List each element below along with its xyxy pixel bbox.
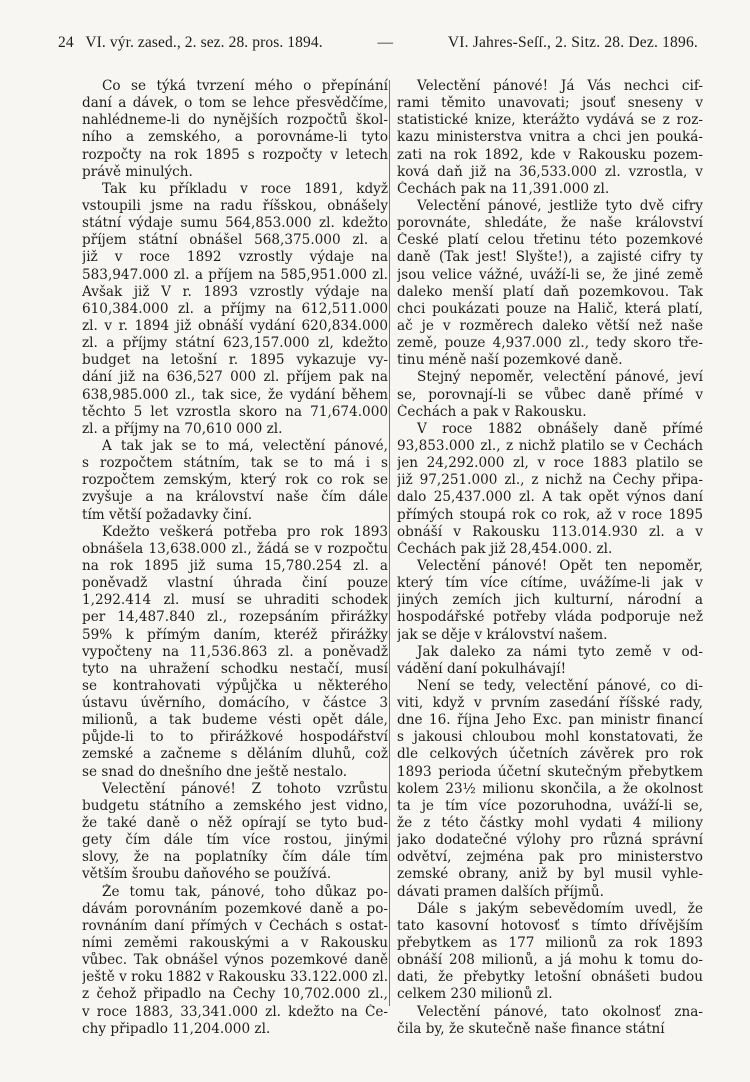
header-left	[58, 34, 323, 52]
text-line: rovnáním daní přímých v Čechách s ostat-	[82, 917, 388, 934]
text-line: půjde-li to to přirážkové hospodářství	[82, 729, 388, 746]
text-line: budget na letošní r. 1895 vykazuje vy-	[82, 352, 388, 369]
german-session-title: VI. Jahres-Seſſ., 2. Sitz. 28. Dez. 1896.	[447, 34, 698, 51]
text-line: zl. a příjmy státní 623,157.000 zl, kdežto	[82, 335, 388, 352]
text-line: dle celkových účetních závěrek pro rok	[397, 746, 703, 763]
text-line: tinu méně naší pozemkové daně.	[397, 352, 623, 369]
text-line: dati, že přebytky letošní obnášeti budou	[397, 969, 703, 986]
page-number: 24	[58, 34, 74, 51]
header-dash: —	[377, 34, 394, 51]
text-line: ního a zemského, a porovnáme-li tyto	[82, 129, 388, 146]
text-line: 610,384.000 zl. a příjmy na 612,511.000	[82, 300, 388, 317]
text-line: vůbec. Tak obnášel výnos pozemkové daně	[82, 952, 388, 969]
text-line: ta je tím více pozoruhodna, uváží-li se,	[397, 797, 703, 814]
text-line: přebytkem as 177 milionů za rok 1893	[397, 935, 703, 952]
text-line: na rok 1895 již suma 15,780.254 zl. a	[82, 557, 388, 574]
text-line: z čehož připadlo na Čechy 10,702.000 zl.,	[82, 986, 388, 1003]
text-line: budgetu státního a zemského jest vidno,	[82, 797, 388, 814]
text-line: vstoupili jsme na radu říšskou, obnášely	[82, 197, 388, 214]
text-line: chy připadlo 11,204.000 zl.	[82, 1020, 271, 1037]
text-line: viti, když v prvním zasedání říšské rady,	[397, 695, 703, 712]
text-line: ústavu úvěrního, domácího, v částce 3	[82, 695, 388, 712]
text-line: se snad do dnešního dne ještě nestalo.	[82, 763, 348, 780]
paragraph	[82, 781, 388, 884]
paragraph	[397, 678, 703, 901]
text-line: Kdežto veškerá potřeba pro rok 1893	[102, 523, 388, 540]
text-line: zl. v r. 1894 již obnáší vydání 620,834.000	[82, 317, 388, 334]
text-line: V roce 1882 obnášely daně přímé	[417, 420, 703, 437]
text-line: Avšak již V r. 1893 vzrostly výdaje na	[82, 283, 388, 300]
text-line: Velectění pánové! Z tohoto vzrůstu	[102, 780, 388, 797]
text-line: jen 24,292.000 zl, v roce 1883 platilo se	[397, 455, 703, 472]
text-line: zl. a příjmy na 70,610 000 zl.	[82, 420, 283, 437]
text-line: těchto 5 let vzrostla skoro na 71,674.000	[82, 403, 388, 420]
text-line: Čechách a pak v Rakousku.	[397, 403, 587, 420]
text-line: vádění daní pokulhávají!	[397, 660, 567, 677]
text-line: zati na rok 1892, kde v Rakousku pozem-	[397, 146, 703, 163]
paragraph	[82, 884, 388, 1038]
text-line: slovy, že na poplatníky čím dále tím	[82, 849, 388, 866]
text-line: kazu ministerstva vnitra a chci jen pouká-	[397, 129, 703, 146]
text-line: ková daň již na 36,533.000 zl. vzrostla, v	[397, 163, 703, 180]
text-line: právě minulých.	[82, 163, 193, 180]
text-line: dne 16. října Jeho Exc. pan ministr financí	[397, 712, 703, 729]
text-line: jak se děje v království našem.	[397, 626, 608, 643]
text-line: ač je v rozměrech daleko větší než naše	[397, 317, 703, 334]
paragraph	[397, 558, 703, 644]
text-line: rozpočtem zemským, který rok co rok se	[82, 472, 388, 489]
text-line: čila by, že skutečně naše finance státní	[397, 1020, 665, 1037]
text-line: jsou velice vážné, uváží-li se, že jiné země	[397, 266, 703, 283]
text-line: státní výdaje sumu 564,853.000 zl. kdežto	[82, 215, 388, 232]
text-line: hospodářské potřeby vláda podporuje než	[397, 609, 703, 626]
text-line: Čechách pak již 28,454.000. zl.	[397, 540, 613, 557]
text-line: per 14,487.840 zl., rozepsáním přirážky	[82, 609, 388, 626]
text-line: Velectění pánové, jestliže tyto dvě cifry	[417, 197, 703, 214]
paragraph	[397, 78, 703, 198]
paragraph	[82, 524, 388, 781]
paragraph	[82, 78, 388, 181]
text-line: vypočteny na 11,536.863 zl. a poněvadž	[82, 643, 388, 660]
text-line: ještě v roku 1882 v Rakousku 33.122.000 zl.	[82, 969, 388, 986]
text-line: Co se týká tvrzení mého o přepínání	[102, 78, 388, 94]
text-line: již v roce 1892 vzrostly výdaje na	[82, 249, 388, 266]
text-line: dalo 25,437.000 zl. A tak opět výnos daní	[397, 489, 703, 506]
text-line: nahlédneme-li do nynějších rozpočtů škol-	[82, 112, 388, 129]
text-line: obnáší 208 milionů, a já mohu k tomu do-	[397, 952, 703, 969]
text-line: dávati pramen dalších příjmů.	[397, 883, 604, 900]
text-line: zvyšuje a na království naše čím dále	[82, 489, 388, 506]
text-line: Velectění pánové! Opět ten nepoměr,	[417, 557, 703, 574]
text-line: rami těmito unavovati; jsouť sneseny v	[397, 95, 703, 112]
text-line: 93,853.000 zl., z nichž platilo se v Čechách	[397, 437, 703, 454]
text-line: tím větší požadavky činí.	[82, 506, 253, 523]
paragraph	[397, 901, 703, 1004]
text-line: obnáší v Rakousku 113.014.930 zl. a v	[397, 523, 703, 540]
text-line: se kontrahovati výpůjčka u některého	[82, 677, 388, 694]
text-line: přímých stoupá rok co rok, až v roce 1895	[397, 506, 703, 523]
text-line: daně (Tak jest! Slyšte!), a zajisté cifry ty	[397, 249, 703, 266]
text-line: daleko menší platí daň pozemkovou. Tak	[397, 283, 703, 300]
text-line: tato kasovní hotovosť s tímto dřívějším	[397, 917, 703, 934]
text-line: statistické knize, kterážto vydává se z roz-	[397, 112, 703, 129]
text-line: Tak ku příkladu v roce 1891, když	[102, 180, 388, 197]
text-line: Není se tedy, velectění pánové, co di-	[417, 677, 703, 694]
text-line: země, pouze 4,937.000 zl., tedy skoro tře-	[397, 335, 703, 352]
text-line: Dále s jakým sebevědomím uvedl, že	[417, 900, 703, 917]
text-line: zemské a začneme s děláním dluhů, což	[82, 746, 388, 763]
text-line: jiných zemích jich kulturní, národní a	[397, 592, 703, 609]
text-line: s jakousi chloubou mohl konstatovati, že	[397, 729, 703, 746]
text-line: již 97,251.000 zl., z nichž na Čechy připa-	[397, 472, 703, 489]
text-line: kolem 23½ milionu skončila, a že okolnost	[397, 780, 703, 797]
text-line: celkem 230 milionů zl.	[397, 986, 553, 1003]
text-line: chci poukázati pouze na Halič, která platí,	[397, 300, 703, 317]
text-line: 1893 perioda účetní skutečným přebytkem	[397, 763, 703, 780]
paragraph	[397, 421, 703, 558]
column-divider	[389, 80, 390, 1006]
text-line: Velectění pánové, tato okolnosť zna-	[417, 1003, 703, 1020]
paragraph	[82, 438, 388, 524]
paragraph	[82, 181, 388, 438]
text-line: ními zeměmi rakouskými a v Rakousku	[82, 935, 388, 952]
text-line: rozpočty na rok 1895 s rozpočty v letech	[82, 146, 388, 163]
text-line: Velectění pánové! Já Vás nechci cif-	[417, 78, 703, 94]
text-line: porovnáte, shledáte, že naše království	[397, 215, 703, 232]
text-line: 583,947.000 zl. a příjem na 585,951.000 zl.	[82, 266, 388, 283]
text-line: větším šroubu daňového se používá.	[82, 866, 332, 883]
text-line: který tím více cítíme, uvážíme-li jak v	[397, 575, 703, 592]
text-line: jako dodatečné výlohy pro různá správní	[397, 832, 703, 849]
text-line: dání již na 636,527 000 zl. příjem pak na	[82, 369, 388, 386]
text-line: A tak jak se to má, velectění pánové,	[102, 437, 388, 454]
text-line: zemské obrany, aniž by byl musil vyhle-	[397, 866, 703, 883]
text-line: Čechách pak na 11,391.000 zl.	[397, 180, 610, 197]
paragraph	[397, 1004, 703, 1038]
text-line: daní a dávek, o tom se lehce přesvědčíme,	[82, 95, 388, 112]
left-column	[82, 78, 388, 1038]
text-line: že z této částky mohl vydati 4 miliony	[397, 815, 703, 832]
text-line: 59% k přímým daním, kteréž přirážky	[82, 626, 388, 643]
paragraph	[397, 198, 703, 369]
text-line: Jak daleko za námi tyto země v od-	[417, 643, 703, 660]
paragraph	[397, 644, 703, 678]
text-line: s rozpočtem státním, tak se to má i s	[82, 455, 388, 472]
text-line: že také daně o něž opírají se tyto bud-	[82, 815, 388, 832]
text-line: 638,985.000 zl., tak sice, že vydání během	[82, 386, 388, 403]
text-line: příjem státní obnášel 568,375.000 zl. a	[82, 232, 388, 249]
text-line: obnášela 13,638.000 zl., žádá se v rozpočtu	[82, 540, 388, 557]
text-line: gety čím dále tím více rostou, jinými	[82, 832, 388, 849]
right-column	[397, 78, 703, 1038]
text-line: 1,292.414 zl. musí se uhraditi schodek	[82, 592, 388, 609]
text-line: odvětví, zejména pak pro ministerstvo	[397, 849, 703, 866]
paragraph	[397, 369, 703, 420]
text-line: Že tomu tak, pánové, toho důkaz po-	[102, 883, 388, 900]
text-line: poněvadž vlastní úhrada činí pouze	[82, 575, 388, 592]
text-line: dávám porovnáním pozemkové daně a po-	[82, 900, 388, 917]
text-line: České platí celou třetinu této pozemkové	[397, 232, 703, 249]
page-header	[58, 30, 698, 56]
text-line: se, porovnají-li se vůbec daně přímé v	[397, 386, 703, 403]
text-line: tyto na uhražení schodku nestačí, musí	[82, 660, 388, 677]
text-line: v roce 1883, 33,341.000 zl. kdežto na Če-	[82, 1003, 388, 1020]
text-line: Stejný nepoměr, velectění pánové, jeví	[417, 369, 703, 386]
czech-session-title: VI. výr. zased., 2. sez. 28. pros. 1894.	[85, 34, 323, 51]
text-line: milionů, a tak budeme vésti opět dále,	[82, 712, 388, 729]
